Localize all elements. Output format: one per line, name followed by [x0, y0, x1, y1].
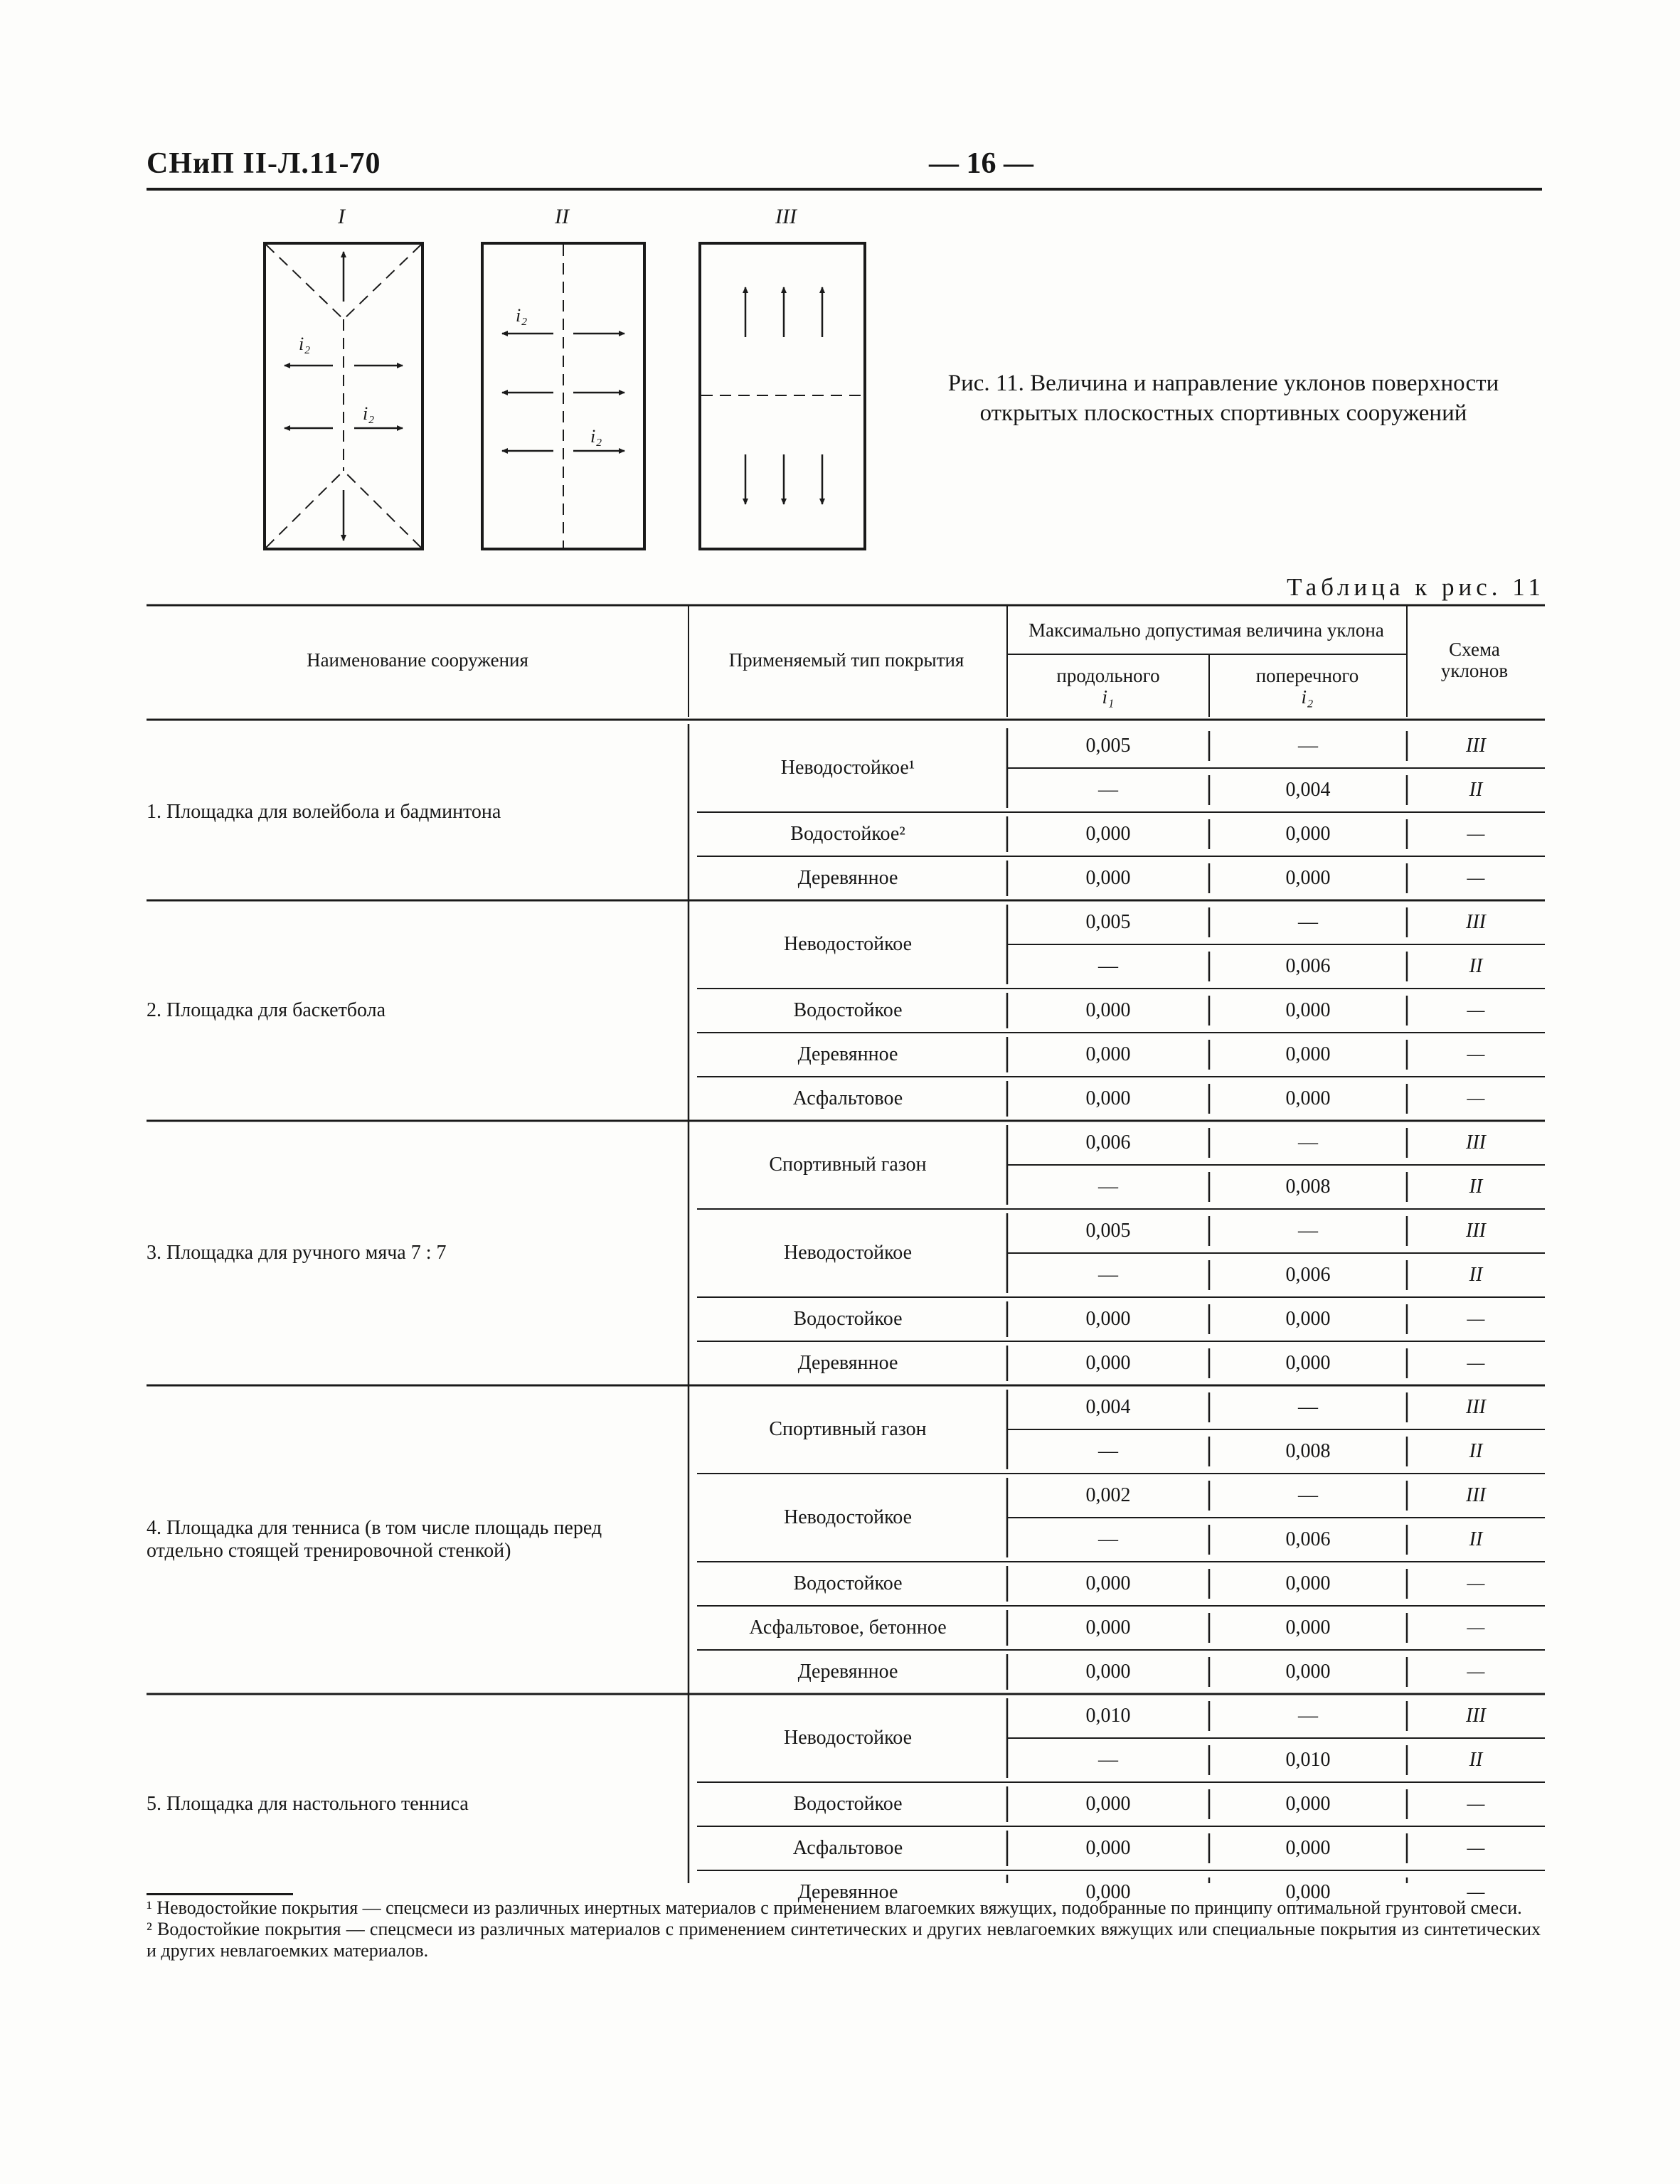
slope-scheme-value: III — [1466, 735, 1486, 757]
footnote-1: ¹ Неводостойкие покрытия — спецсмеси из различных инертных материалов с применением влагоемких вяжущих, подобранные по принципу оптимальной грунтовой смеси. — [147, 1897, 1522, 1918]
header-cover-type: Применяемый тип покрытия — [728, 649, 964, 671]
slope-transverse-value: 0,000 — [1285, 1837, 1331, 1859]
diagram-i-slope-label-upper: i₂ — [299, 334, 311, 354]
facility-name: 5. Площадка для настольного тенниса — [147, 1793, 469, 1815]
slope-diagrams-svg — [256, 202, 882, 558]
slope-longitudinal-value: 0,005 — [1085, 911, 1131, 933]
slope-scheme-value: II — [1469, 1264, 1483, 1286]
slope-scheme-value: III — [1466, 1131, 1486, 1154]
header-rule — [147, 188, 1542, 191]
document-code: СНиП II-Л.11-70 — [147, 147, 381, 180]
slope-transverse-value: 0,000 — [1285, 1616, 1331, 1639]
slope-longitudinal-value: — — [1098, 1528, 1118, 1550]
header-scheme: Схема уклонов — [1440, 639, 1509, 681]
slopes-table — [147, 603, 1545, 1903]
slope-transverse-value: 0,004 — [1285, 779, 1331, 801]
slope-longitudinal-value: 0,005 — [1085, 735, 1131, 757]
cover-type: Водостойкое — [793, 1793, 903, 1815]
footnote-2: ² Водостойкие покрытия — спецсмеси из различных материалов с применением синтетических и других невлагоемких вяжущих или специальные покрытия из синтетических и других невлагоемких материалов. — [147, 1919, 1541, 1961]
slope-scheme-value: — — [1467, 1881, 1485, 1903]
header-longitudinal — [1007, 660, 1209, 713]
slope-scheme-value: — — [1467, 1793, 1485, 1815]
facility-name: 4. Площадка для тенниса (в том числе площадь перед отдельно стоящей тренировочной стенкой) — [147, 1517, 602, 1562]
header-facility-name: Наименование сооружения — [307, 649, 528, 671]
slope-transverse-value: 0,000 — [1285, 1308, 1331, 1330]
footnotes — [147, 1897, 1541, 1961]
slope-transverse-value: 0,006 — [1285, 1264, 1331, 1286]
cover-type: Асфальтовое — [792, 1087, 903, 1109]
slope-transverse-value: 0,000 — [1285, 1661, 1331, 1683]
slope-longitudinal-value: — — [1098, 779, 1118, 801]
slope-scheme-value: III — [1466, 1705, 1486, 1727]
diagram-ii-slope-label-lower: i₂ — [590, 426, 602, 447]
slope-scheme-value: II — [1469, 1749, 1483, 1771]
slope-scheme-value: — — [1467, 1616, 1485, 1639]
slope-transverse-value: 0,006 — [1285, 955, 1331, 977]
slope-scheme-value: II — [1469, 779, 1483, 801]
figure-caption: Рис. 11. Величина и направление уклонов поверхности открытых плоскостных спортивных сооружений — [947, 371, 1499, 426]
slope-scheme-value: — — [1467, 1661, 1485, 1683]
cover-type: Неводостойкое — [783, 1242, 913, 1264]
diagram-ii — [482, 243, 644, 549]
slope-longitudinal-value: — — [1098, 1440, 1118, 1462]
header-longitudinal-symbol: i₁ — [1102, 686, 1115, 708]
slope-longitudinal-value: 0,005 — [1085, 1220, 1131, 1242]
facility-name: 1. Площадка для волейбола и бадминтона — [147, 801, 501, 823]
slope-transverse-value: — — [1298, 1705, 1318, 1727]
slope-longitudinal-value: 0,004 — [1085, 1396, 1131, 1418]
diagram-i — [265, 243, 422, 549]
slope-longitudinal-value: 0,000 — [1085, 1837, 1131, 1859]
slope-scheme-value: — — [1467, 823, 1485, 845]
cover-type: Деревянное — [797, 1661, 898, 1683]
cover-type: Асфальтовое, бетонное — [749, 1616, 947, 1639]
cover-type: Водостойкое — [793, 999, 903, 1021]
slope-transverse-value: 0,000 — [1285, 1572, 1331, 1594]
slope-scheme-value: — — [1467, 1043, 1485, 1065]
header-transverse — [1209, 660, 1405, 713]
slope-longitudinal-value: 0,000 — [1085, 1087, 1131, 1109]
page-header — [147, 147, 1542, 195]
slope-transverse-value: 0,010 — [1285, 1749, 1331, 1771]
facility-name: 3. Площадка для ручного мяча 7 : 7 — [147, 1242, 447, 1264]
diagram-i-slope-label-lower: i₂ — [363, 403, 375, 424]
slope-transverse-value: — — [1298, 1396, 1318, 1418]
slope-transverse-value: 0,000 — [1285, 823, 1331, 845]
footnote-rule — [147, 1893, 293, 1895]
slope-transverse-value: — — [1298, 1131, 1318, 1154]
slope-scheme-value: — — [1467, 867, 1485, 889]
slope-transverse-value: — — [1298, 1220, 1318, 1242]
slope-transverse-value: — — [1298, 911, 1318, 933]
slope-scheme-value: III — [1466, 1396, 1486, 1418]
slope-longitudinal-value: — — [1098, 1176, 1118, 1198]
slope-longitudinal-value: 0,000 — [1085, 1043, 1131, 1065]
slope-scheme-value: III — [1466, 1484, 1486, 1506]
slope-scheme-value: — — [1467, 1837, 1485, 1859]
facility-name: 2. Площадка для баскетбола — [147, 999, 386, 1021]
slope-longitudinal-value: — — [1098, 1749, 1118, 1771]
slope-scheme-value: — — [1467, 1352, 1485, 1374]
cover-type: Деревянное — [797, 1352, 898, 1374]
slope-transverse-value: 0,000 — [1285, 1043, 1331, 1065]
slope-scheme-value: — — [1467, 1572, 1485, 1594]
slope-longitudinal-value: 0,000 — [1085, 1308, 1131, 1330]
slope-longitudinal-value: 0,000 — [1085, 1661, 1131, 1683]
cover-type: Водостойкое² — [790, 823, 905, 845]
slope-longitudinal-value: 0,000 — [1085, 1793, 1131, 1815]
header-longitudinal-label: продольного — [1056, 665, 1160, 686]
slope-scheme-value: III — [1466, 911, 1486, 933]
page-number: — 16 — — [929, 147, 1033, 180]
slope-scheme-value: — — [1467, 1308, 1485, 1330]
cover-type: Спортивный газон — [769, 1154, 927, 1176]
cover-type: Деревянное — [797, 1881, 898, 1903]
slope-longitudinal-value: 0,002 — [1085, 1484, 1131, 1506]
slope-longitudinal-value: 0,000 — [1085, 1616, 1131, 1639]
slope-longitudinal-value: 0,000 — [1085, 1352, 1131, 1374]
header-transverse-label: поперечного — [1255, 665, 1359, 686]
diagram-iii — [700, 243, 865, 549]
slope-longitudinal-value: 0,010 — [1085, 1705, 1131, 1727]
diagram-label-i: I — [338, 205, 345, 228]
slope-longitudinal-value: — — [1098, 955, 1118, 977]
slope-transverse-value: 0,006 — [1285, 1528, 1331, 1550]
slope-longitudinal-value: 0,000 — [1085, 999, 1131, 1021]
slope-longitudinal-value: 0,000 — [1085, 823, 1131, 845]
slope-transverse-value: 0,000 — [1285, 1352, 1331, 1374]
slope-transverse-value: 0,000 — [1285, 867, 1331, 889]
header-transverse-symbol: i₂ — [1301, 686, 1314, 708]
slope-transverse-value: — — [1298, 735, 1318, 757]
slope-longitudinal-value: — — [1098, 1264, 1118, 1286]
slope-scheme-value: — — [1467, 1087, 1485, 1109]
slope-scheme-value: II — [1469, 1440, 1483, 1462]
cover-type: Водостойкое — [793, 1572, 903, 1594]
slope-transverse-value: 0,000 — [1285, 999, 1331, 1021]
diagram-ii-slope-label-upper: i₂ — [516, 305, 528, 326]
slope-scheme-value: — — [1467, 999, 1485, 1021]
slope-transverse-value: 0,008 — [1285, 1440, 1331, 1462]
slope-transverse-value: — — [1298, 1484, 1318, 1506]
cover-type: Спортивный газон — [769, 1418, 927, 1440]
cover-type: Водостойкое — [793, 1308, 903, 1330]
slope-scheme-value: II — [1469, 955, 1483, 977]
slope-transverse-value: 0,000 — [1285, 1881, 1331, 1903]
slope-longitudinal-value: 0,000 — [1085, 1881, 1131, 1903]
cover-type: Неводостойкое — [783, 1727, 913, 1749]
slope-scheme-value: II — [1469, 1528, 1483, 1550]
cover-type: Асфальтовое — [792, 1837, 903, 1859]
slope-longitudinal-value: 0,000 — [1085, 867, 1131, 889]
slope-longitudinal-value: 0,000 — [1085, 1572, 1131, 1594]
slope-transverse-value: 0,000 — [1285, 1793, 1331, 1815]
cover-type: Неводостойкое — [783, 1506, 913, 1528]
diagram-label-iii: III — [775, 205, 797, 228]
slope-transverse-value: 0,000 — [1285, 1087, 1331, 1109]
slope-diagrams — [256, 202, 882, 558]
cover-type: Деревянное — [797, 867, 898, 889]
cover-type: Неводостойкое — [783, 933, 913, 955]
slope-transverse-value: 0,008 — [1285, 1176, 1331, 1198]
diagram-label-ii: II — [555, 205, 569, 228]
cover-type: Неводостойкое¹ — [780, 757, 915, 779]
header-max-slope: Максимально допустимая величина уклона — [1028, 619, 1384, 641]
slope-scheme-value: III — [1466, 1220, 1486, 1242]
slope-longitudinal-value: 0,006 — [1085, 1131, 1131, 1154]
slope-scheme-value: II — [1469, 1176, 1483, 1198]
table-title: Таблица к рис. 11 — [1287, 573, 1545, 601]
cover-type: Деревянное — [797, 1043, 898, 1065]
